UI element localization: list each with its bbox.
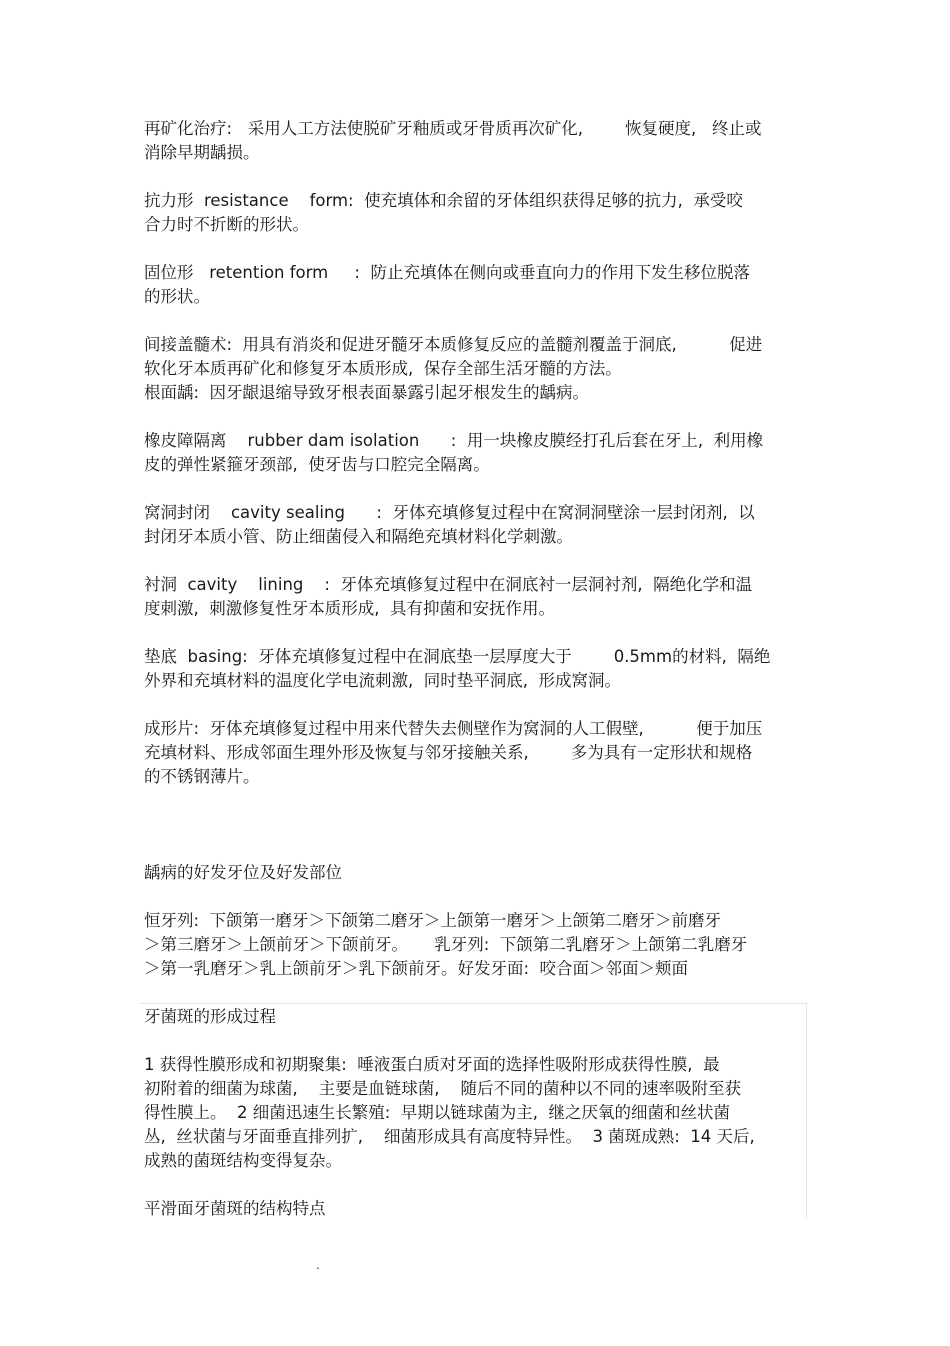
- text-line: 橡皮障隔离 rubber dam isolation : 用一块橡皮膜经打孔后套在牙上, 利用橡: [144, 431, 764, 450]
- paragraph-rubber-dam: [144, 429, 810, 477]
- paragraph-indirect-pulp-capping: [144, 333, 810, 405]
- text-line: 合力时不折断的形状。: [144, 215, 309, 234]
- text-line: 龋病的好发牙位及好发部位: [144, 863, 342, 882]
- text-line: 软化牙本质再矿化和修复牙本质形成, 保存全部生活牙髓的方法。: [144, 359, 622, 378]
- paragraph-cavity-lining: [144, 573, 810, 621]
- text-line: 皮的弹性紧箍牙颈部, 使牙齿与口腔完全隔离。: [144, 455, 490, 474]
- text-line: 充填材料、形成邻面生理外形及恢复与邻牙接触关系, 多为具有一定形状和规格: [144, 743, 753, 762]
- text-line: ＞第三磨牙＞上颌前牙＞下颌前牙。 乳牙列: 下颌第二乳磨牙＞上颌第二乳磨牙: [144, 935, 748, 954]
- paragraph-remineralization: [144, 117, 810, 165]
- text-line: 得性膜上。 2 细菌迅速生长繁殖: 早期以链球菌为主, 继之厌氧的细菌和丝状菌: [144, 1103, 731, 1122]
- heading-caries-sites: [144, 861, 810, 885]
- paragraph-basing: [144, 645, 810, 693]
- text-line: 消除早期龋损。: [144, 143, 260, 162]
- text-line: 成熟的菌斑结构变得复杂。: [144, 1151, 342, 1170]
- text-line: 牙菌斑的形成过程: [144, 1007, 276, 1026]
- text-line: 衬洞 cavity lining : 牙体充填修复过程中在洞底衬一层洞衬剂, 隔绝化学和温: [144, 575, 753, 594]
- paragraph-retention-form: [144, 261, 810, 309]
- text-line: 固位形 retention form : 防止充填体在侧向或垂直向力的作用下发生移位脱落: [144, 263, 750, 282]
- text-line: 度刺激, 刺激修复性牙本质形成, 具有抑菌和安抚作用。: [144, 599, 555, 618]
- page-footer-mark: .: [316, 1258, 320, 1272]
- text-line: 再矿化治疗: 采用人工方法使脱矿牙釉质或牙骨质再次矿化, 恢复硬度, 终止或: [144, 119, 762, 138]
- text-line: 窝洞封闭 cavity sealing : 牙体充填修复过程中在窝洞洞壁涂一层封闭剂, 以: [144, 503, 755, 522]
- paragraph-cavity-sealing: [144, 501, 810, 549]
- text-line: 平滑面牙菌斑的结构特点: [144, 1199, 326, 1218]
- text-line: 抗力形 resistance form: 使充填体和余留的牙体组织获得足够的抗力, 承受咬: [144, 191, 743, 210]
- text-line: 垫底 basing: 牙体充填修复过程中在洞底垫一层厚度大于 0.5mm的材料, 隔绝: [144, 647, 771, 666]
- paragraph-resistance-form: [144, 189, 810, 237]
- paragraph-matrix-band: [144, 717, 810, 789]
- paragraph-plaque-process: [144, 1053, 810, 1173]
- text-line: 丛, 丝状菌与牙面垂直排列扩, 细菌形成具有高度特异性。 3 菌斑成熟: 14 天后,: [144, 1127, 755, 1146]
- text-line: ＞第一乳磨牙＞乳上颌前牙＞乳下颌前牙。好发牙面: 咬合面＞邻面＞颊面: [144, 959, 689, 978]
- text-line: 的不锈钢薄片。: [144, 767, 260, 786]
- text-line: 恒牙列: 下颌第一磨牙＞下颌第二磨牙＞上颌第一磨牙＞上颌第二磨牙＞前磨牙: [144, 911, 722, 930]
- text-line: 成形片: 牙体充填修复过程中用来代替失去侧壁作为窝洞的人工假壁, 便于加压: [144, 719, 763, 738]
- heading-plaque-formation: [144, 1005, 810, 1029]
- text-line: 根面龋: 因牙龈退缩导致牙根表面暴露引起牙根发生的龋病。: [144, 383, 590, 402]
- heading-smooth-surface-plaque: [144, 1197, 810, 1221]
- paragraph-tooth-order: [144, 909, 810, 981]
- text-line: 封闭牙本质小管、防止细菌侵入和隔绝充填材料化学刺激。: [144, 527, 573, 546]
- text-line: 初附着的细菌为球菌, 主要是血链球菌, 随后不同的菌种以不同的速率吸附至获: [144, 1079, 741, 1098]
- text-line: 外界和充填材料的温度化学电流刺激, 同时垫平洞底, 形成窝洞。: [144, 671, 621, 690]
- text-line: 间接盖髓术: 用具有消炎和促进牙髓牙本质修复反应的盖髓剂覆盖于洞底, 促进: [144, 335, 763, 354]
- text-line: 1 获得性膜形成和初期聚集: 唾液蛋白质对牙面的选择性吸附形成获得性膜, 最: [144, 1055, 720, 1074]
- text-line: 的形状。: [144, 287, 210, 306]
